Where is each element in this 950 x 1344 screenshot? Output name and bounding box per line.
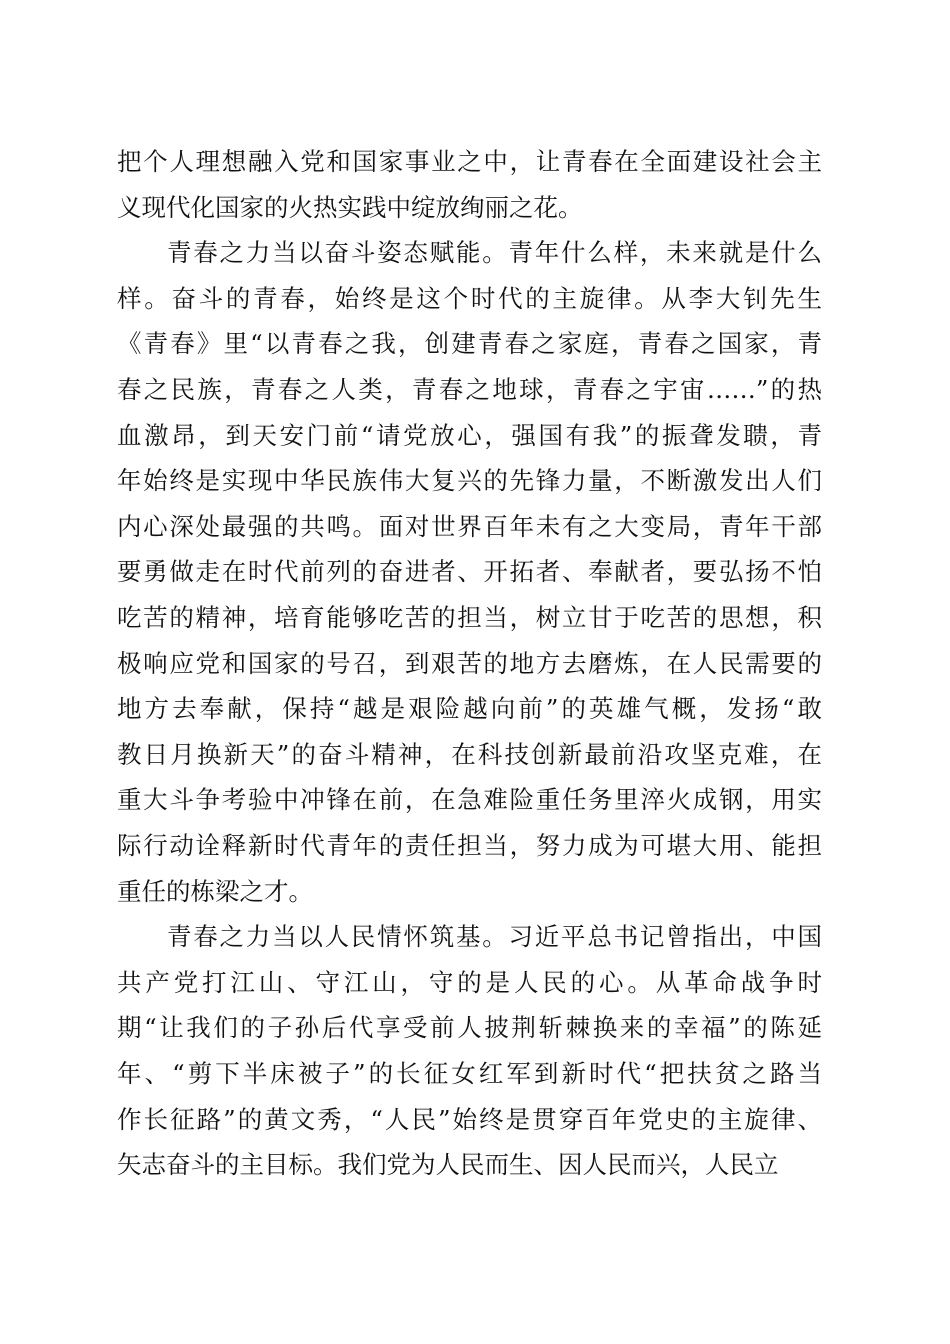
paragraph-2-line-14: 际行动诠释新时代青年的责任担当，努力成为可堪大用、能担 xyxy=(117,831,822,860)
paragraph-2-line-2: 样。奋斗的青春，始终是这个时代的主旋律。从李大钊先生 xyxy=(117,283,822,313)
paragraph-3-line-6: 矢志奋斗的主目标。我们党为人民而生、因人民而兴，人民立 xyxy=(117,1150,779,1180)
paragraph-2-line-5: 血激昂，到天安门前“请党放心，强国有我”的振聋发聩，青 xyxy=(117,420,822,450)
paragraph-3-line-5: 作长征路”的黄文秀，“人民”始终是贯穿百年党史的主旋律、 xyxy=(117,1104,822,1134)
paragraph-3-line-3: 期“让我们的子孙后代享受前人披荆斩棘换来的幸福”的陈延 xyxy=(117,1013,822,1043)
paragraph-2-line-11: 地方去奉献，保持“越是艰险越向前”的英雄气概，发扬“敢 xyxy=(117,694,822,724)
paragraph-3-line-4: 年、“剪下半床被子”的长征女红军到新时代“把扶贫之路当 xyxy=(117,1059,822,1088)
paragraph-2-line-15: 重任的栋梁之才。 xyxy=(117,876,313,906)
paragraph-2-line-1: 青春之力当以奋斗姿态赋能。青年什么样，未来就是什么 xyxy=(167,238,822,268)
paragraph-2-line-10: 极响应党和国家的号召，到艰苦的地方去磨炼，在人民需要的 xyxy=(117,648,822,678)
paragraph-1-line-2: 义现代化国家的火热实践中绽放绚丽之花。 xyxy=(117,192,583,222)
paragraph-2-line-3: 《青春》里“以青春之我，创建青春之家庭，青春之国家，青 xyxy=(117,329,822,359)
paragraph-2-line-13: 重大斗争考验中冲锋在前，在急难险重任务里淬火成钢，用实 xyxy=(117,785,822,815)
paragraph-3-line-1: 青春之力当以人民情怀筑基。习近平总书记曾指出，中国 xyxy=(167,922,822,952)
paragraph-2-line-12: 教日月换新天”的奋斗精神，在科技创新最前沿攻坚克难，在 xyxy=(117,739,822,769)
paragraph-2-line-4: 春之民族，青春之人类，青春之地球，青春之宇宙……”的热 xyxy=(117,375,822,404)
paragraph-3-line-2: 共产党打江山、守江山，守的是人民的心。从革命战争时 xyxy=(117,967,822,997)
paragraph-2-line-9: 吃苦的精神，培育能够吃苦的担当，树立甘于吃苦的思想，积 xyxy=(117,603,822,632)
paragraph-2-line-7: 内心深处最强的共鸣。面对世界百年未有之大变局，青年干部 xyxy=(117,511,822,541)
paragraph-1-line-1: 把个人理想融入党和国家事业之中，让青春在全面建设社会主 xyxy=(117,147,822,176)
paragraph-2-line-6: 年始终是实现中华民族伟大复兴的先锋力量，不断激发出人们 xyxy=(117,466,822,496)
paragraph-2-line-8: 要勇做走在时代前列的奋进者、开拓者、奉献者，要弘扬不怕 xyxy=(117,557,822,587)
